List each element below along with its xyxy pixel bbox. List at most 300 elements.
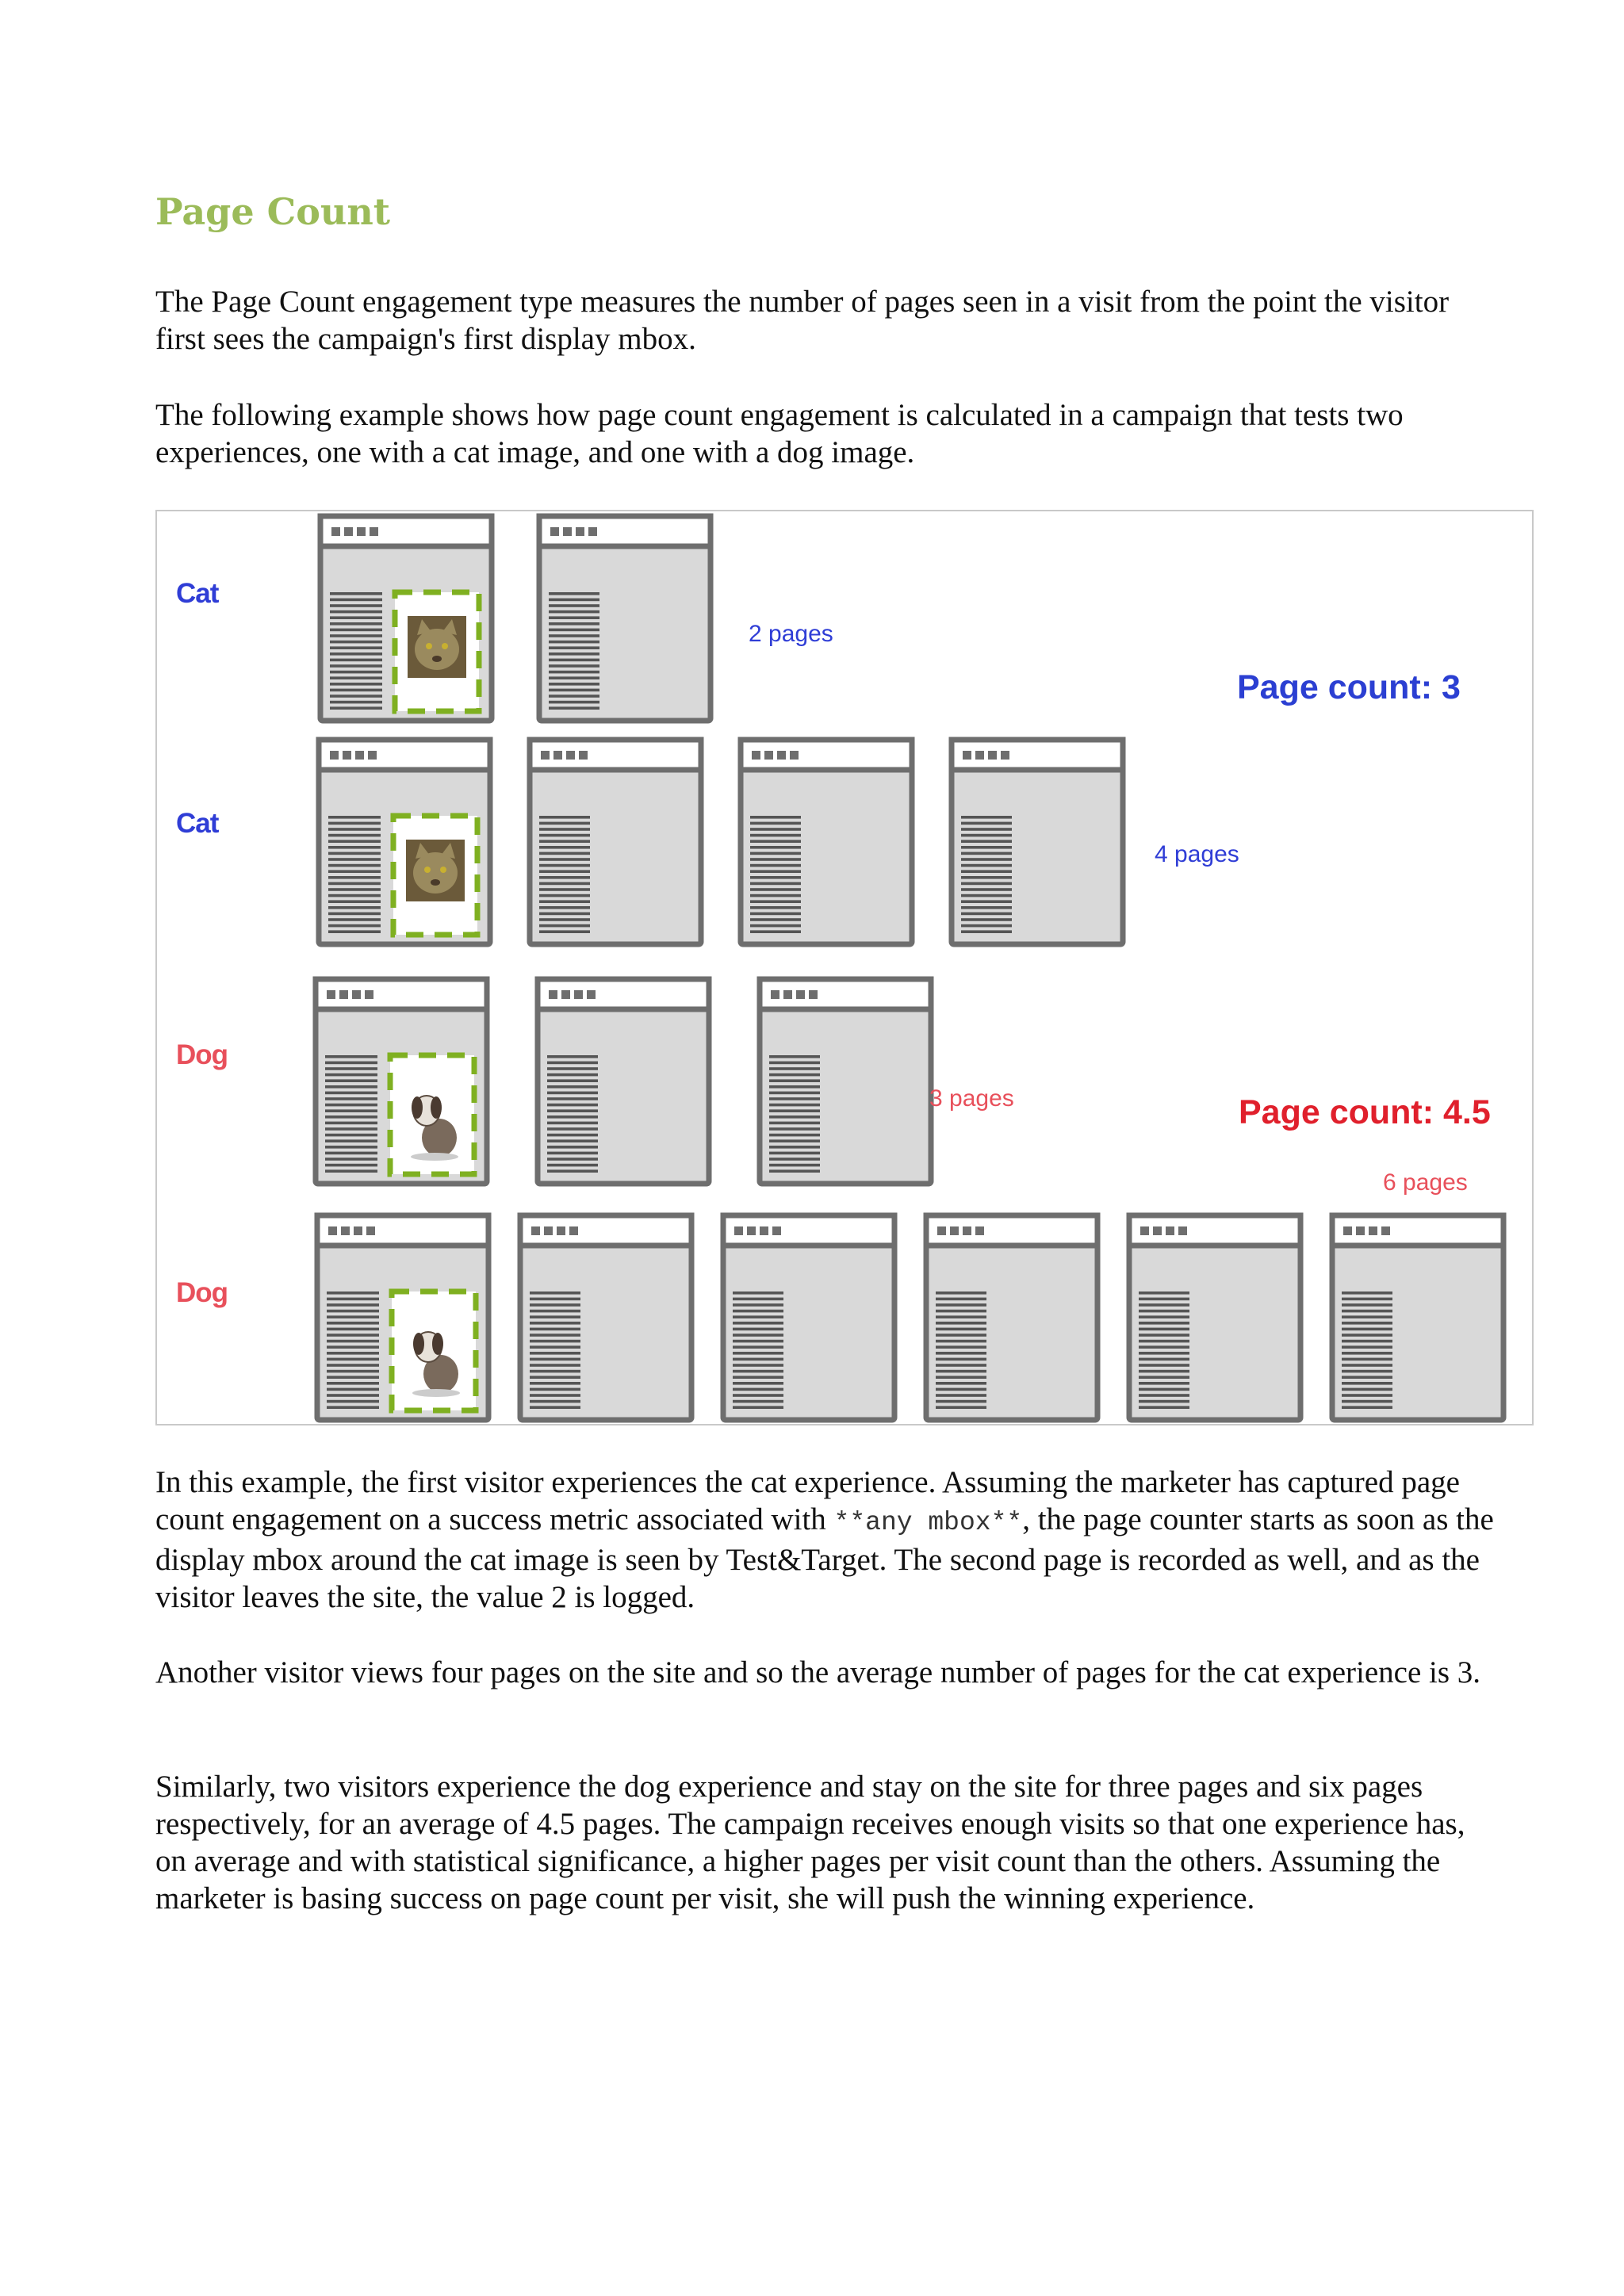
text-line — [961, 840, 1012, 843]
header-dot — [366, 1226, 375, 1235]
text-line — [325, 1139, 377, 1142]
text-line — [1139, 1364, 1189, 1367]
text-line — [750, 864, 801, 867]
page-thumbnail — [760, 979, 931, 1184]
text-line — [330, 634, 382, 637]
text-line — [549, 676, 599, 679]
page-thumbnail — [520, 1215, 691, 1420]
text-line — [539, 864, 590, 867]
header-dot — [365, 990, 373, 999]
text-line — [936, 1376, 986, 1379]
text-line — [1139, 1388, 1189, 1391]
text-line — [530, 1400, 580, 1403]
text-line — [539, 834, 590, 837]
text-line — [733, 1364, 783, 1367]
text-line — [327, 1322, 379, 1325]
text-line — [936, 1328, 986, 1331]
header-dot — [963, 751, 971, 760]
header-dot — [550, 527, 559, 536]
text-line — [325, 1158, 377, 1161]
text-line — [1139, 1352, 1189, 1355]
text-line — [328, 858, 381, 861]
text-line — [936, 1345, 986, 1349]
text-line — [547, 1104, 598, 1107]
text-line — [330, 604, 382, 607]
text-line — [327, 1328, 379, 1331]
text-line — [961, 894, 1012, 897]
header-dot — [950, 1226, 959, 1235]
header-dot — [771, 990, 779, 999]
text-line — [330, 616, 382, 619]
text-line — [330, 695, 382, 698]
header-dot — [355, 751, 364, 760]
dog-shadow — [412, 1389, 460, 1397]
text-line — [325, 1164, 377, 1167]
text-line — [961, 816, 1012, 819]
page-thumbnail — [741, 740, 912, 944]
text-line — [549, 604, 599, 607]
text-line — [325, 1127, 377, 1131]
page-thumbnail-with-mbox — [317, 1215, 488, 1420]
text-line — [327, 1358, 379, 1361]
text-line — [1342, 1298, 1392, 1301]
text-line — [328, 882, 381, 886]
text-line — [936, 1340, 986, 1343]
text-line — [1342, 1394, 1392, 1397]
text-line — [530, 1298, 580, 1301]
text-line — [330, 659, 382, 662]
text-line — [1342, 1328, 1392, 1331]
text-line — [961, 834, 1012, 837]
text-line — [547, 1139, 598, 1142]
text-line — [961, 876, 1012, 879]
text-line — [547, 1164, 598, 1167]
text-line — [539, 858, 590, 861]
text-line — [547, 1085, 598, 1089]
text-line — [330, 689, 382, 692]
text-line — [328, 840, 381, 843]
page-thumbnail — [926, 1215, 1097, 1420]
page-count-diagram — [155, 510, 1534, 1425]
text-line — [330, 683, 382, 686]
text-line — [769, 1134, 820, 1137]
text-line — [539, 894, 590, 897]
text-line — [330, 610, 382, 614]
text-line — [769, 1062, 820, 1065]
variant-label-cat-2: Cat — [176, 808, 219, 839]
header-dot — [354, 1226, 362, 1235]
text-line — [750, 816, 801, 819]
text-line — [328, 864, 381, 867]
text-line — [549, 634, 599, 637]
text-line — [936, 1370, 986, 1373]
text-line — [549, 706, 599, 710]
text-line — [769, 1127, 820, 1131]
header-dot — [790, 751, 799, 760]
text-line — [539, 870, 590, 873]
text-line — [539, 906, 590, 909]
text-line — [769, 1115, 820, 1119]
text-line — [750, 906, 801, 909]
text-line — [1139, 1382, 1189, 1385]
pages-label-row-1: 2 pages — [749, 621, 833, 647]
text-line — [750, 930, 801, 933]
text-line — [539, 876, 590, 879]
header-dot — [331, 527, 340, 536]
text-line — [961, 822, 1012, 825]
text-line — [330, 652, 382, 656]
header-dot — [777, 751, 786, 760]
text-line — [327, 1364, 379, 1367]
text-line — [328, 900, 381, 903]
text-line — [539, 846, 590, 849]
text-line — [1342, 1376, 1392, 1379]
text-line — [1342, 1370, 1392, 1373]
text-line — [530, 1310, 580, 1313]
cat-eye — [426, 643, 432, 649]
text-line — [325, 1169, 377, 1173]
text-line — [325, 1067, 377, 1070]
page-count-dog: Page count: 4.5 — [1239, 1093, 1491, 1131]
header-dot — [563, 527, 572, 536]
text-line — [327, 1376, 379, 1379]
text-line — [936, 1310, 986, 1313]
header-dot — [772, 1226, 781, 1235]
text-line — [961, 930, 1012, 933]
text-line — [530, 1406, 580, 1409]
text-line — [733, 1388, 783, 1391]
text-line — [327, 1340, 379, 1343]
text-line — [936, 1334, 986, 1337]
text-line — [1139, 1292, 1189, 1295]
text-line — [750, 924, 801, 928]
text-line — [750, 822, 801, 825]
header-dot — [752, 751, 760, 760]
text-line — [328, 816, 381, 819]
text-line — [328, 828, 381, 831]
text-line — [1342, 1388, 1392, 1391]
header-dot — [783, 990, 792, 999]
text-line — [936, 1394, 986, 1397]
text-line — [1139, 1370, 1189, 1373]
text-line — [327, 1303, 379, 1307]
cat-head — [413, 852, 458, 894]
text-line — [547, 1109, 598, 1112]
text-line — [325, 1104, 377, 1107]
text-line — [1342, 1406, 1392, 1409]
text-line — [325, 1073, 377, 1077]
text-line — [769, 1169, 820, 1173]
text-line — [1342, 1334, 1392, 1337]
text-line — [1342, 1340, 1392, 1343]
text-line — [961, 852, 1012, 855]
text-line — [327, 1352, 379, 1355]
text-line — [327, 1334, 379, 1337]
text-line — [733, 1345, 783, 1349]
text-line — [769, 1139, 820, 1142]
text-line — [750, 918, 801, 921]
text-line — [328, 834, 381, 837]
text-line — [733, 1376, 783, 1379]
header-dot — [579, 751, 588, 760]
text-line — [330, 706, 382, 710]
header-dot — [1001, 751, 1009, 760]
header-dot — [975, 751, 984, 760]
text-line — [769, 1164, 820, 1167]
text-line — [530, 1352, 580, 1355]
text-line — [547, 1097, 598, 1100]
header-dot — [330, 751, 339, 760]
text-line — [327, 1298, 379, 1301]
text-line — [327, 1406, 379, 1409]
text-line — [936, 1352, 986, 1355]
header-dot — [1381, 1226, 1390, 1235]
text-line — [539, 828, 590, 831]
text-line — [547, 1115, 598, 1119]
text-line — [936, 1303, 986, 1307]
text-line — [547, 1146, 598, 1149]
text-line — [750, 852, 801, 855]
text-line — [530, 1292, 580, 1295]
text-line — [530, 1328, 580, 1331]
text-line — [530, 1340, 580, 1343]
intro-paragraph-2: The following example shows how page count engagement is calculated in a campaign that tests two experiences, one with a cat image, and one with a dog image. — [155, 398, 1404, 469]
text-line — [330, 599, 382, 602]
text-line — [549, 695, 599, 698]
text-line — [539, 840, 590, 843]
text-line — [328, 822, 381, 825]
text-line — [325, 1152, 377, 1155]
text-line — [530, 1322, 580, 1325]
text-line — [549, 592, 599, 595]
text-line — [328, 913, 381, 916]
text-line — [750, 858, 801, 861]
diagram-row-2 — [319, 740, 1123, 944]
header-dot — [368, 751, 377, 760]
page-thumbnail-with-mbox — [316, 979, 487, 1184]
text-line — [733, 1315, 783, 1318]
body-paragraph-1-text-b: , the page counter starts as soon as the display mbox around the cat image is seen by Test&Target. The second page is recorded as well, and as the visitor leaves the site, the value 2 is logged. — [155, 1502, 1494, 1614]
header-dot — [1166, 1226, 1174, 1235]
header-dot — [357, 527, 366, 536]
text-line — [1342, 1345, 1392, 1349]
text-line — [733, 1298, 783, 1301]
text-line — [328, 906, 381, 909]
text-line — [549, 689, 599, 692]
text-line — [769, 1085, 820, 1089]
diagram-row-3 — [316, 979, 931, 1184]
text-line — [547, 1158, 598, 1161]
header-dot — [588, 527, 597, 536]
variant-label-cat-1: Cat — [176, 578, 219, 609]
text-line — [330, 664, 382, 668]
text-line — [1139, 1406, 1189, 1409]
diagram-row-4 — [317, 1215, 1503, 1420]
text-line — [539, 882, 590, 886]
text-line — [1139, 1298, 1189, 1301]
dog-shadow — [411, 1153, 458, 1161]
text-line — [330, 701, 382, 704]
text-line — [769, 1079, 820, 1082]
text-line — [961, 864, 1012, 867]
text-line — [547, 1169, 598, 1173]
text-line — [936, 1382, 986, 1385]
text-line — [328, 924, 381, 928]
text-line — [769, 1152, 820, 1155]
text-line — [1342, 1315, 1392, 1318]
text-line — [327, 1310, 379, 1313]
text-line — [733, 1352, 783, 1355]
text-line — [733, 1406, 783, 1409]
text-line — [1342, 1352, 1392, 1355]
text-line — [330, 622, 382, 626]
text-line — [936, 1388, 986, 1391]
header-dot — [1178, 1226, 1187, 1235]
text-line — [530, 1382, 580, 1385]
header-dot — [574, 990, 583, 999]
page-thumbnail-with-mbox — [319, 740, 490, 944]
text-line — [530, 1388, 580, 1391]
text-line — [327, 1382, 379, 1385]
header-dot — [327, 990, 335, 999]
text-line — [547, 1079, 598, 1082]
text-line — [961, 906, 1012, 909]
header-dot — [549, 990, 557, 999]
text-line — [327, 1400, 379, 1403]
text-line — [1342, 1358, 1392, 1361]
text-line — [549, 664, 599, 668]
text-line — [733, 1394, 783, 1397]
text-line — [750, 876, 801, 879]
text-line — [549, 610, 599, 614]
text-line — [330, 629, 382, 632]
text-line — [530, 1364, 580, 1367]
text-line — [325, 1134, 377, 1137]
page-thumbnail — [530, 740, 701, 944]
text-line — [539, 816, 590, 819]
text-line — [733, 1303, 783, 1307]
page-thumbnail — [1332, 1215, 1503, 1420]
header-dot — [734, 1226, 743, 1235]
cat-nose — [432, 656, 442, 662]
text-line — [936, 1298, 986, 1301]
dog-ear — [412, 1096, 423, 1119]
text-line — [327, 1315, 379, 1318]
text-line — [961, 888, 1012, 891]
header-dot — [963, 1226, 971, 1235]
pages-label-row-3: 3 pages — [929, 1085, 1014, 1112]
text-line — [1342, 1303, 1392, 1307]
text-line — [330, 592, 382, 595]
text-line — [1139, 1328, 1189, 1331]
text-line — [1342, 1310, 1392, 1313]
text-line — [328, 918, 381, 921]
diagram-canvas — [157, 511, 1535, 1427]
text-line — [328, 852, 381, 855]
header-dot — [809, 990, 818, 999]
text-line — [1342, 1382, 1392, 1385]
text-line — [539, 913, 590, 916]
section-heading: Page Count — [155, 190, 391, 233]
text-line — [549, 599, 599, 602]
header-dot — [370, 527, 378, 536]
text-line — [733, 1328, 783, 1331]
page-thumbnail — [1129, 1215, 1300, 1420]
text-line — [549, 641, 599, 644]
text-line — [325, 1062, 377, 1065]
text-line — [549, 646, 599, 649]
text-line — [547, 1092, 598, 1095]
text-line — [547, 1152, 598, 1155]
cat-image — [408, 616, 466, 678]
text-line — [1342, 1400, 1392, 1403]
variant-label-dog-1: Dog — [176, 1039, 228, 1070]
text-line — [530, 1334, 580, 1337]
text-line — [750, 913, 801, 916]
text-line — [327, 1388, 379, 1391]
body-paragraph-1-text-a: In this example, the first visitor experiences the cat experience. Assuming the marketer has captured page count engagement on a success metric associated with — [155, 1465, 1460, 1536]
text-line — [733, 1340, 783, 1343]
text-line — [1139, 1322, 1189, 1325]
header-dot — [344, 527, 353, 536]
text-line — [1139, 1394, 1189, 1397]
text-line — [961, 918, 1012, 921]
pages-label-row-4: 6 pages — [1383, 1169, 1468, 1196]
text-line — [961, 828, 1012, 831]
text-line — [1139, 1358, 1189, 1361]
text-line — [327, 1394, 379, 1397]
header-dot — [557, 1226, 565, 1235]
diagram-row-1 — [320, 516, 710, 721]
header-dot — [1356, 1226, 1365, 1235]
text-line — [1139, 1334, 1189, 1337]
text-line — [530, 1394, 580, 1397]
header-dot — [566, 751, 575, 760]
text-line — [769, 1067, 820, 1070]
text-line — [769, 1104, 820, 1107]
body-paragraph-1 — [155, 1464, 1496, 1616]
text-line — [961, 924, 1012, 928]
text-line — [547, 1055, 598, 1058]
body-paragraph-2: Another visitor views four pages on the site and so the average number of pages for the cat experience is 3. — [155, 1655, 1481, 1689]
text-line — [530, 1376, 580, 1379]
text-line — [530, 1303, 580, 1307]
text-line — [549, 671, 599, 674]
text-line — [750, 900, 801, 903]
text-line — [539, 888, 590, 891]
text-line — [539, 930, 590, 933]
text-line — [549, 622, 599, 626]
header-dot — [937, 1226, 946, 1235]
text-line — [328, 870, 381, 873]
header-dot — [988, 751, 997, 760]
text-line — [539, 900, 590, 903]
text-line — [530, 1315, 580, 1318]
text-line — [769, 1097, 820, 1100]
text-line — [961, 858, 1012, 861]
text-line — [547, 1122, 598, 1125]
text-line — [936, 1400, 986, 1403]
text-line — [325, 1115, 377, 1119]
header-dot — [531, 1226, 540, 1235]
text-line — [769, 1146, 820, 1149]
text-line — [769, 1122, 820, 1125]
text-line — [733, 1322, 783, 1325]
text-line — [539, 852, 590, 855]
text-line — [750, 870, 801, 873]
text-line — [549, 616, 599, 619]
cat-eye — [440, 867, 446, 873]
